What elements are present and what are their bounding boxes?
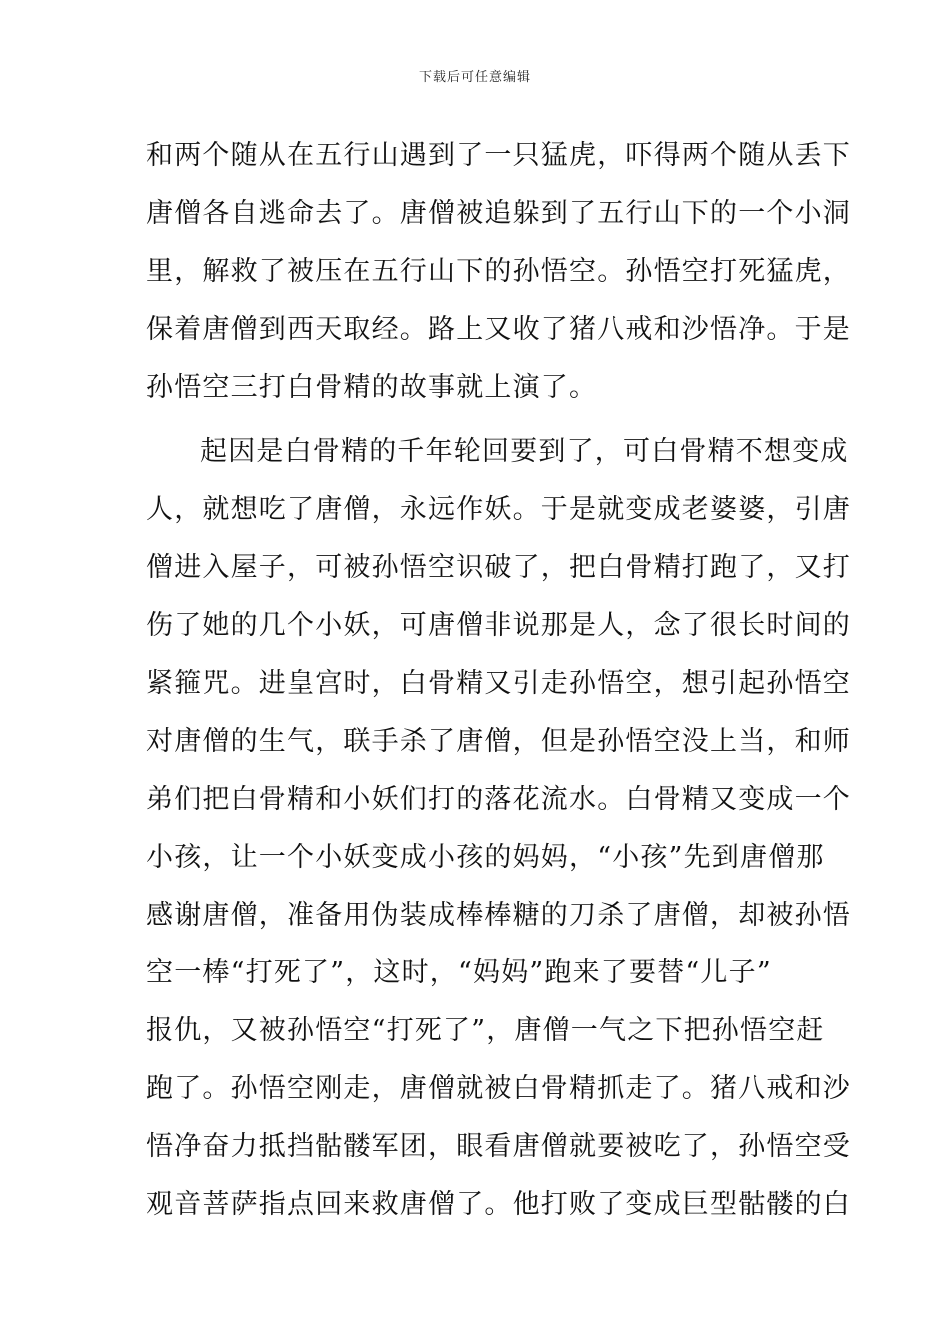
text-line: 悟净奋力抵挡骷髅军团，眼看唐僧就要被吃了，孙悟空受 [146, 1131, 851, 1163]
text-line: 伤了她的几个小妖，可唐僧非说那是人，念了很长时间的 [146, 610, 851, 642]
document-body [146, 127, 851, 1234]
text-line: 弟们把白骨精和小妖们打的落花流水。白骨精又变成一个 [146, 783, 851, 815]
text-line: 保着唐僧到西天取经。路上又收了猪八戒和沙悟净。于是 [146, 313, 851, 345]
text-line: 对唐僧的生气，联手杀了唐僧，但是孙悟空没上当，和师 [146, 725, 851, 757]
text-line: 和两个随从在五行山遇到了一只猛虎，吓得两个随从丢下 [146, 140, 851, 171]
paragraph-1 [146, 127, 851, 416]
text-line: 里，解救了被压在五行山下的孙悟空。孙悟空打死猛虎， [146, 255, 851, 287]
paragraph-spacer [146, 416, 806, 423]
text-line: 空一棒“打死了”，这时，“妈妈”跑来了要替“儿子” [146, 957, 772, 989]
text-line: 起因是白骨精的千年轮回要到了，可白骨精不想变成 [200, 436, 849, 468]
text-line: 小孩，让一个小妖变成小孩的妈妈，“小孩”先到唐僧那 [146, 841, 825, 873]
text-line: 紧箍咒。进皇宫时，白骨精又引走孙悟空，想引起孙悟空 [146, 668, 851, 700]
text-line: 观音菩萨指点回来救唐僧了。他打败了变成巨型骷髅的白 [146, 1189, 851, 1221]
page-header: 下载后可任意编辑 [418, 70, 531, 85]
text-line: 唐僧各自逃命去了。唐僧被追躲到了五行山下的一个小洞 [146, 197, 851, 229]
text-line: 报仇，又被孙悟空“打死了”，唐僧一气之下把孙悟空赶 [146, 1015, 825, 1047]
text-line: 感谢唐僧，准备用伪装成棒棒糖的刀杀了唐僧，却被孙悟 [146, 899, 851, 931]
text-line: 跑了。孙悟空刚走，唐僧就被白骨精抓走了。猪八戒和沙 [146, 1073, 851, 1105]
text-line: 僧进入屋子，可被孙悟空识破了，把白骨精打跑了，又打 [146, 552, 851, 584]
paragraph-2 [146, 423, 851, 1233]
text-line: 孙悟空三打白骨精的故事就上演了。 [146, 371, 598, 403]
text-line: 人，就想吃了唐僧，永远作妖。于是就变成老婆婆，引唐 [146, 494, 851, 526]
